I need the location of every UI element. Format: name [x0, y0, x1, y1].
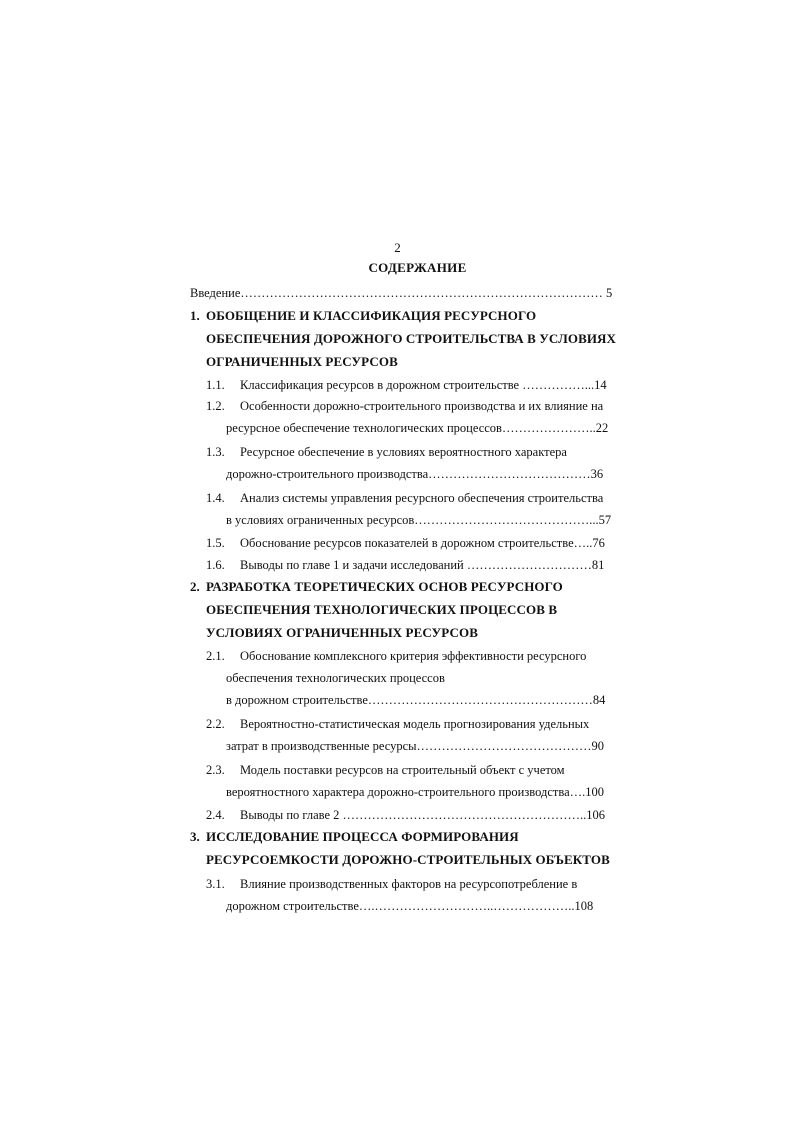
chapter-2-number: 2. [190, 579, 200, 594]
chapter-3-number: 3. [190, 829, 200, 844]
chapter-2-title-line-3: УСЛОВИЯХ ОГРАНИЧЕННЫХ РЕСУРСОВ [206, 625, 478, 640]
chapter-1-number: 1. [190, 308, 200, 323]
section-2-2-line-1: Вероятностно-статистическая модель прогнозирования удельных [240, 717, 590, 731]
section-1-3-line-2: дорожно-строительного производства…………………………………36 [226, 467, 604, 481]
section-1-4-line-1: Анализ системы управления ресурсного обеспечения строительства [240, 491, 604, 505]
page-number: 2 [394, 240, 401, 255]
toc-intro-entry: Введение…………………………………………………………………………… 5 [190, 286, 613, 300]
section-1-3-line-1: Ресурсное обеспечение в условиях вероятностного характера [240, 445, 567, 459]
section-1-5-line-1: Обоснование ресурсов показателей в дорожном строительстве…..76 [240, 536, 605, 550]
section-1-3-number: 1.3. [206, 445, 225, 459]
section-3-1-line-2: дорожном строительстве….………………………..………………..108 [226, 899, 594, 913]
section-1-4-number: 1.4. [206, 491, 225, 505]
section-2-2-number: 2.2. [206, 717, 225, 731]
chapter-1-title-line-3: ОГРАНИЧЕННЫХ РЕСУРСОВ [206, 354, 398, 369]
section-1-2-line-1: Особенности дорожно-строительного производства и их влияние на [240, 399, 604, 413]
chapter-1-title-line-2: ОБЕСПЕЧЕНИЯ ДОРОЖНОГО СТРОИТЕЛЬСТВА В УСЛОВИЯХ [206, 331, 617, 346]
section-2-4-number: 2.4. [206, 808, 225, 822]
chapter-1-title-line-1: ОБОБЩЕНИЕ И КЛАССИФИКАЦИЯ РЕСУРСНОГО [206, 308, 537, 323]
section-1-5-number: 1.5. [206, 536, 225, 550]
section-3-1-line-1: Влияние производственных факторов на ресурсопотребление в [240, 877, 578, 891]
section-2-2-line-2: затрат в производственные ресурсы……………………………………90 [226, 739, 605, 753]
section-1-2-line-2: ресурсное обеспечение технологических процессов…………………..22 [226, 421, 609, 435]
chapter-3-title-line-2: РЕСУРСОЕМКОСТИ ДОРОЖНО-СТРОИТЕЛЬНЫХ ОБЪЕКТОВ [206, 852, 610, 867]
section-2-1-line-1: Обоснование комплексного критерия эффективности ресурсного [240, 649, 587, 663]
section-1-2-number: 1.2. [206, 399, 225, 413]
section-2-3-number: 2.3. [206, 763, 225, 777]
chapter-3-title-line-1: ИССЛЕДОВАНИЕ ПРОЦЕССА ФОРМИРОВАНИЯ [206, 829, 519, 844]
section-1-4-line-2: в условиях ограниченных ресурсов……………………………………...57 [226, 513, 612, 527]
section-2-1-line-3: в дорожном строительстве………………………………………………84 [226, 693, 606, 707]
section-1-1-number: 1.1. [206, 378, 225, 392]
section-2-1-number: 2.1. [206, 649, 225, 663]
section-1-6-number: 1.6. [206, 558, 225, 572]
section-1-6-line-1: Выводы по главе 1 и задачи исследований …………………………81 [240, 558, 605, 572]
section-2-4-line-1: Выводы по главе 2 …………………………………………………..106 [240, 808, 606, 822]
section-3-1-number: 3.1. [206, 877, 225, 891]
section-1-1-line-1: Классификация ресурсов в дорожном строительстве ……………...14 [240, 378, 607, 392]
chapter-2-title-line-1: РАЗРАБОТКА ТЕОРЕТИЧЕСКИХ ОСНОВ РЕСУРСНОГО [206, 579, 563, 594]
section-2-1-line-2: обеспечения технологических процессов [226, 671, 445, 685]
chapter-2-title-line-2: ОБЕСПЕЧЕНИЯ ТЕХНОЛОГИЧЕСКИХ ПРОЦЕССОВ В [206, 602, 558, 617]
toc-title: СОДЕРЖАНИЕ [368, 260, 467, 275]
section-2-3-line-2: вероятностного характера дорожно-строительного производства….100 [226, 785, 605, 799]
section-2-3-line-1: Модель поставки ресурсов на строительный объект с учетом [240, 763, 565, 777]
